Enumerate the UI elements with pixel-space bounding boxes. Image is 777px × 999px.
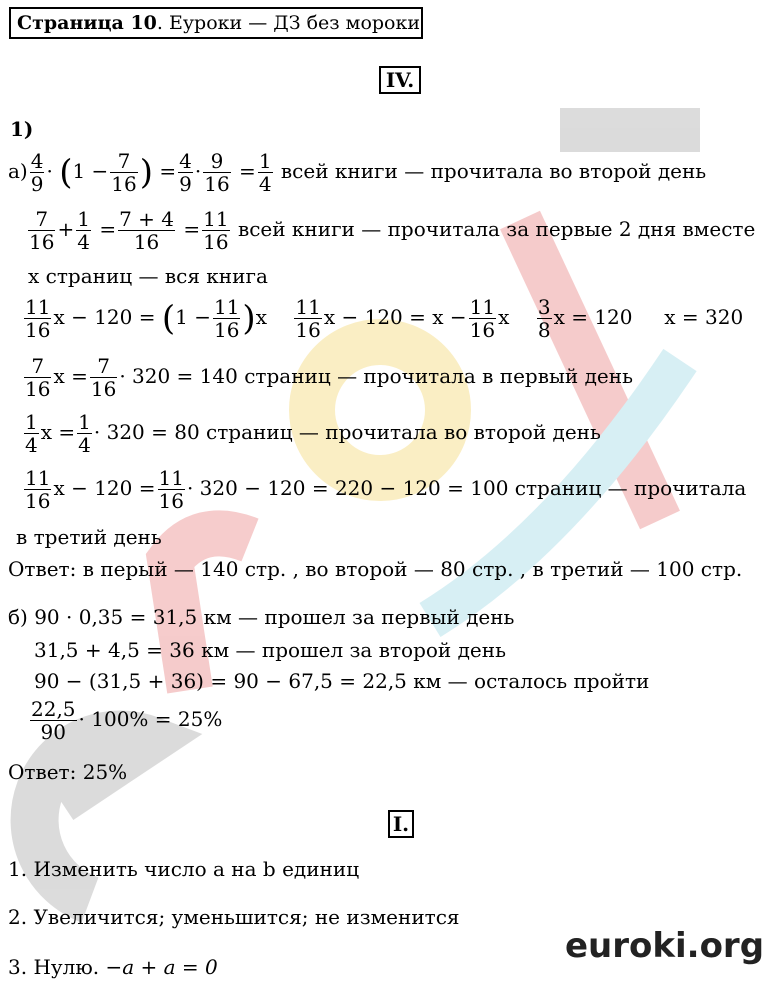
- section-i-heading: I.: [388, 810, 414, 838]
- a-line-3: х страниц — вся книга: [28, 264, 268, 288]
- a-line-7: $\frac{11}{16}$ х − 120 = $\frac{11}{16}$ · 320 − 120 = 220 − 120 = 100 страниц — прочитала: [25, 466, 747, 513]
- a-line-2: $\frac{7}{16}$ + $\frac{1}{4}$ = $\frac{7 + 4}{16}$ = $\frac{11}{16}$ всей книги — прочитала за первые 2 дня вместе: [29, 207, 756, 254]
- b-line-2: 31,5 + 4,5 = 36 км — прошел за второй день: [34, 638, 506, 662]
- a-answer: Ответ: в перый — 140 стр. , во второй — 80 стр. , в третий — 100 стр.: [8, 557, 743, 581]
- item-2: 2. Увеличится; уменьшится; не изменится: [8, 905, 460, 929]
- item-1: 1. Изменить число а на b единиц: [8, 857, 360, 881]
- item-3: 3. Нулю. −a + a = 0: [8, 955, 218, 979]
- a-line-4: $\frac{11}{16}$ х − 120 = (1 − $\frac{11}{16}$ )х $\frac{11}{16}$ х − 120 = х − $\frac{11}{16}$ х $\frac{3}{8}$ х = 120 х = 320: [25, 295, 744, 342]
- b-line-4: $\frac{22,5}{90}$ · 100% = 25%: [31, 697, 223, 744]
- page-number: Страница 10: [17, 12, 157, 34]
- b-answer: Ответ: 25%: [8, 760, 128, 784]
- task-1-label: 1): [10, 117, 34, 141]
- site-tagline: Еуроки — ДЗ без мороки: [162, 12, 421, 34]
- b-line-3: 90 − (31,5 + 36) = 90 − 67,5 = 22,5 км — осталось пройти: [34, 669, 650, 693]
- euroki-logo[interactable]: euroki.org: [565, 926, 765, 966]
- section-iv-heading: IV.: [379, 66, 421, 94]
- a-line-5: $\frac{7}{16}$ х = $\frac{7}{16}$ · 320 = 140 страниц — прочитала в первый день: [25, 354, 633, 401]
- b-line-1: б) 90 · 0,35 = 31,5 км — прошел за первый день: [8, 605, 515, 629]
- a-line-6: $\frac{1}{4}$ х = $\frac{1}{4}$ · 320 = 80 страниц — прочитала во второй день: [25, 410, 601, 457]
- a-line-1: а) $\frac{4}{9}$ · (1 − $\frac{7}{16}$ ) = $\frac{4}{9}$ · $\frac{9}{16}$ = $\frac{1}{4}$ всей книги — прочитала во второй день: [8, 149, 707, 196]
- a-line-8: в третий день: [16, 525, 162, 549]
- page-header: Страница 10. Еуроки — ДЗ без мороки: [9, 7, 423, 39]
